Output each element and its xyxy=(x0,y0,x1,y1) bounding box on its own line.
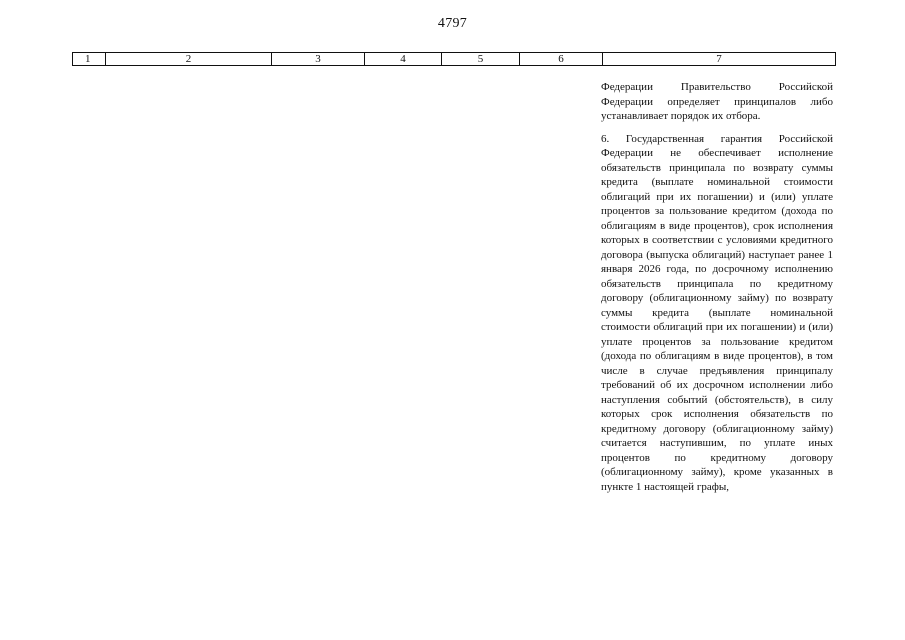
column-header-table xyxy=(72,52,836,66)
column-header-5: 5 xyxy=(442,53,520,66)
column-header-6: 6 xyxy=(520,53,603,66)
column-header-7: 7 xyxy=(603,53,836,66)
page-number: 4797 xyxy=(437,16,468,31)
column-header-row xyxy=(73,53,836,66)
column-7-text xyxy=(601,80,833,502)
paragraph-continuation: Федерации Правительство Российской Федерации определяет принципалов либо устанавливает порядок их отбора. xyxy=(601,81,833,122)
column-header-2: 2 xyxy=(106,53,272,66)
paragraph-item-6: 6. Государственная гарантия Российской Федерации не обеспечивает исполнение обязательств принципала по возврату суммы кредита (выплате номинальной стоимости облигаций при их погашении) и (или) уплате процентов за пользование кредитом (дохода по облигациям в виде процентов), срок исполнения которых в соответствии с условиями кредитного договора (выпуска облигаций) наступает ранее 1 января 2026 года, по досрочному исполнению обязательств принципала по кредитному договору (облигационному займу) по возврату суммы кредита (выплате номинальной стоимости облигаций при их погашении) и (или) уплате процентов за пользование кредитом (дохода по облигациям в виде процентов), в том числе в случае предъявления принципалу требований об их досрочном исполнении либо наступления событий (обстоятельств), в силу которых срок исполнения обязательств по кредитному договору (облигационному займу) считается наступившим, по уплате иных процентов по кредитному договору (облигационному займу), кроме указанных в пункте 1 настоящей графы, xyxy=(601,132,833,493)
column-header-4: 4 xyxy=(365,53,442,66)
column-header-3: 3 xyxy=(272,53,365,66)
column-header-1: 1 xyxy=(73,53,106,66)
